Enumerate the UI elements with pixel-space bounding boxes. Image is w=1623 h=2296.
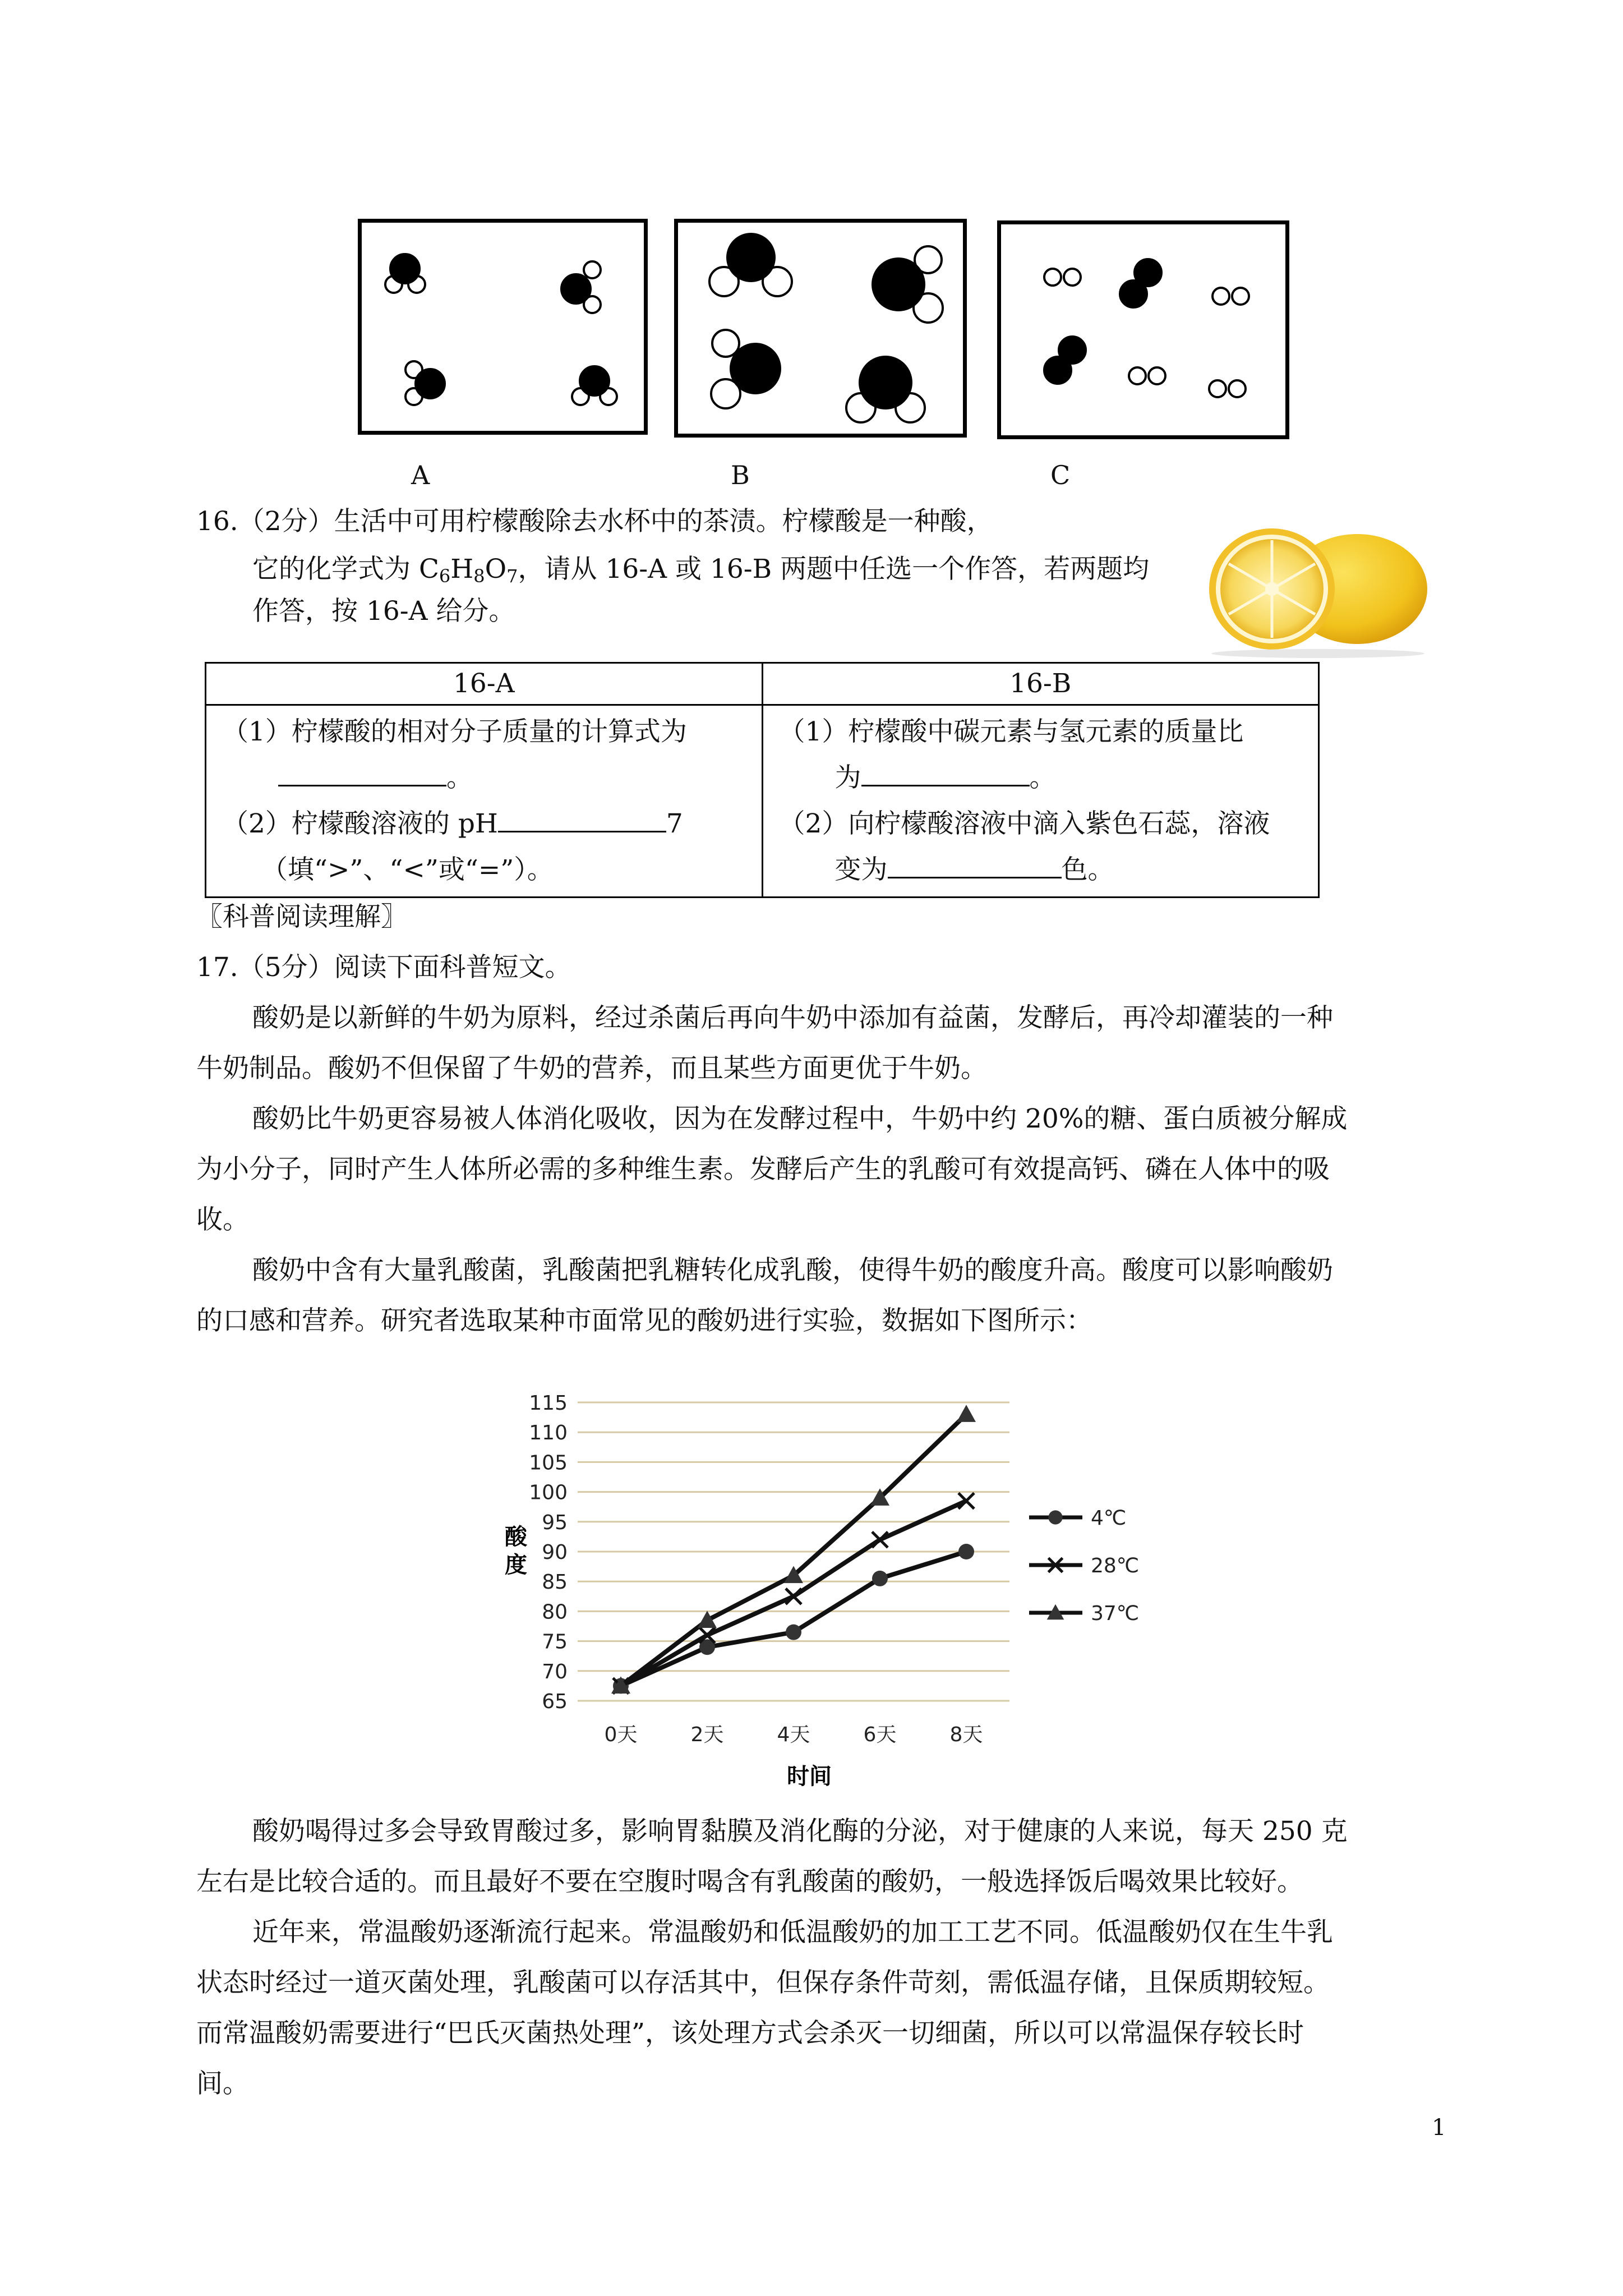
y-tick-label: 110	[529, 1421, 568, 1445]
q17-p4-l1: 酸奶喝得过多会导致胃酸过多，影响胃黏膜及消化酶的分泌，对于健康的人来说，每天 250 克	[252, 1816, 1348, 1847]
atom-large	[416, 369, 445, 398]
q16-option-b	[762, 705, 1319, 898]
y-tick-label: 80	[542, 1600, 568, 1624]
q17-p5-l2: 状态时经过一道灭菌处理，乳酸菌可以存活其中，但保存条件苛刻，需低温存储，且保质期较短。	[196, 1967, 1330, 1998]
q16-table-head-a: 16-A	[206, 663, 763, 705]
data-point	[958, 1493, 974, 1509]
series-line	[621, 1501, 966, 1686]
q17-p2-l3: 收。	[196, 1204, 249, 1235]
y-tick-label: 85	[542, 1571, 568, 1594]
chart-series	[611, 1405, 976, 1694]
answer-blank[interactable]	[498, 803, 666, 832]
data-point	[957, 1405, 976, 1422]
data-point	[872, 1532, 888, 1548]
q17-p2-l2: 为小分子，同时产生人体所必需的多种维生素。发酵后产生的乳酸可有效提高钙、磷在人体中的吸	[196, 1154, 1330, 1185]
x-tick-label: 8天	[949, 1723, 983, 1746]
y-axis-label-char-1: 酸	[505, 1524, 527, 1550]
y-axis-label-char-2: 度	[505, 1552, 527, 1578]
q16b-part2-answer: 变为 色。	[779, 847, 1303, 893]
q17-p5-l4: 间。	[196, 2068, 249, 2099]
chart-grid	[578, 1402, 1009, 1701]
answer-blank[interactable]	[861, 757, 1030, 786]
atom-small	[1232, 288, 1249, 305]
data-point	[958, 1544, 974, 1559]
q16b-part2: （2）向柠檬酸溶液中滴入紫色石蕊，溶液	[778, 808, 1270, 839]
y-tick-labels	[529, 1392, 568, 1713]
q17-p1-l2: 牛奶制品。酸奶不但保留了牛奶的营养，而且某些方面更优于牛奶。	[196, 1053, 987, 1084]
atom-large	[561, 274, 591, 303]
q16b-part1: （1）柠檬酸中碳元素与氢元素的质量比	[778, 716, 1244, 747]
atom-small	[1149, 367, 1165, 384]
q16b-part1-answer: 为 。	[779, 755, 1303, 801]
data-point	[872, 1571, 888, 1586]
q16-table-head-b: 16-B	[762, 663, 1319, 705]
atom-small	[1064, 269, 1081, 286]
atom-small	[1044, 269, 1061, 286]
y-tick-label: 70	[542, 1660, 568, 1683]
q16-line2: 它的化学式为 $C_6H_8O_7$，请从 16-A 或 16-B 两题中任选一个作答，若两题均	[252, 554, 1150, 587]
q16-line1: 16.（2分）生活中可用柠檬酸除去水杯中的茶渍。柠檬酸是一种酸，	[196, 506, 993, 537]
q16a-part1-answer: 。	[222, 755, 746, 801]
x-axis-label: 时间	[787, 1764, 832, 1789]
data-point	[786, 1589, 801, 1604]
legend-label: 37℃	[1091, 1602, 1140, 1625]
x-tick-label: 2天	[690, 1723, 724, 1746]
atom-large	[873, 259, 924, 310]
q16-table	[205, 662, 1320, 898]
legend-label: 28℃	[1091, 1554, 1140, 1577]
answer-blank[interactable]	[888, 849, 1062, 878]
q17-p4-l2: 左右是比较合适的。而且最好不要在空腹时喝含有乳酸菌的酸奶，一般选择饭后喝效果比较好。	[196, 1866, 1303, 1897]
figure-label-c: C	[1050, 460, 1071, 490]
acidity-line-chart	[477, 1369, 1178, 1795]
section-title: 〖科普阅读理解〗	[196, 901, 407, 932]
q16-line3: 作答，按 16-A 给分。	[252, 596, 515, 627]
q17-p1-l1: 酸奶是以新鲜的牛奶为原料，经过杀菌后再向牛奶中添加有益菌，发酵后，再冷却灌装的一种	[252, 1002, 1333, 1033]
q17-title: 17.（5分）阅读下面科普短文。	[196, 952, 571, 983]
series-line	[621, 1414, 966, 1686]
q17-p3-l2: 的口感和营养。研究者选取某种市面常见的酸奶进行实验，数据如下图所示：	[196, 1305, 1092, 1336]
molecule-diagram-a	[362, 223, 644, 431]
molecule-diagram-b	[678, 223, 963, 434]
x-tick-label: 6天	[863, 1723, 897, 1746]
q17-p5-l3: 而常温酸奶需要进行“巴氏灭菌热处理”，该处理方式会杀灭一切细菌，所以可以常温保存较长时	[196, 2018, 1304, 2049]
x-tick-labels	[605, 1723, 983, 1746]
q16a-part2-hint: （填“>”、“<”或“=”）。	[261, 854, 554, 885]
atom-small	[1212, 288, 1229, 305]
data-point	[786, 1625, 801, 1640]
x-tick-label: 0天	[604, 1723, 638, 1746]
atom-small	[1129, 367, 1146, 384]
y-tick-label: 95	[542, 1511, 568, 1534]
q17-p3-l1: 酸奶中含有大量乳酸菌，乳酸菌把乳糖转化成乳酸，使得牛奶的酸度升高。酸度可以影响酸奶	[252, 1255, 1333, 1286]
figure-label-a: A	[411, 460, 430, 490]
data-point	[1048, 1510, 1062, 1524]
figure-label-b: B	[731, 460, 750, 490]
page-number: 1	[1432, 2115, 1446, 2141]
figure-box-a	[358, 219, 648, 435]
lemon-image	[1206, 516, 1430, 665]
q16-option-a	[206, 705, 763, 898]
figure-box-c	[997, 220, 1289, 439]
q16a-part2: （2）柠檬酸溶液的 pH 7	[222, 801, 746, 847]
y-tick-label: 90	[542, 1541, 568, 1564]
q16a-part1: （1）柠檬酸的相对分子质量的计算式为	[222, 716, 687, 747]
y-tick-label: 105	[529, 1451, 568, 1475]
figure-box-b	[674, 219, 967, 438]
atom-large	[860, 357, 911, 408]
atom-small	[584, 261, 601, 278]
atom-large	[1120, 280, 1147, 307]
chart-legend	[1029, 1507, 1139, 1625]
molecule-diagram-c	[1001, 224, 1285, 435]
atom-large	[727, 234, 774, 281]
atom-small	[1209, 380, 1226, 397]
atom-large	[390, 254, 419, 283]
y-tick-label: 100	[529, 1481, 568, 1504]
y-tick-label: 65	[542, 1690, 568, 1713]
atom-small	[1229, 380, 1246, 397]
y-tick-label: 75	[542, 1630, 568, 1654]
x-tick-label: 4天	[777, 1723, 810, 1746]
atom-large	[580, 366, 609, 395]
answer-blank[interactable]	[278, 757, 446, 786]
atom-large	[1044, 357, 1071, 384]
legend-label: 4℃	[1091, 1507, 1127, 1530]
q17-p2-l1: 酸奶比牛奶更容易被人体消化吸收，因为在发酵过程中，牛奶中约 20%的糖、蛋白质被分解成	[252, 1103, 1348, 1134]
y-tick-label: 115	[529, 1392, 568, 1415]
atom-large	[731, 344, 780, 393]
q17-p5-l1: 近年来，常温酸奶逐渐流行起来。常温酸奶和低温酸奶的加工工艺不同。低温酸奶仅在生牛乳	[252, 1917, 1333, 1948]
